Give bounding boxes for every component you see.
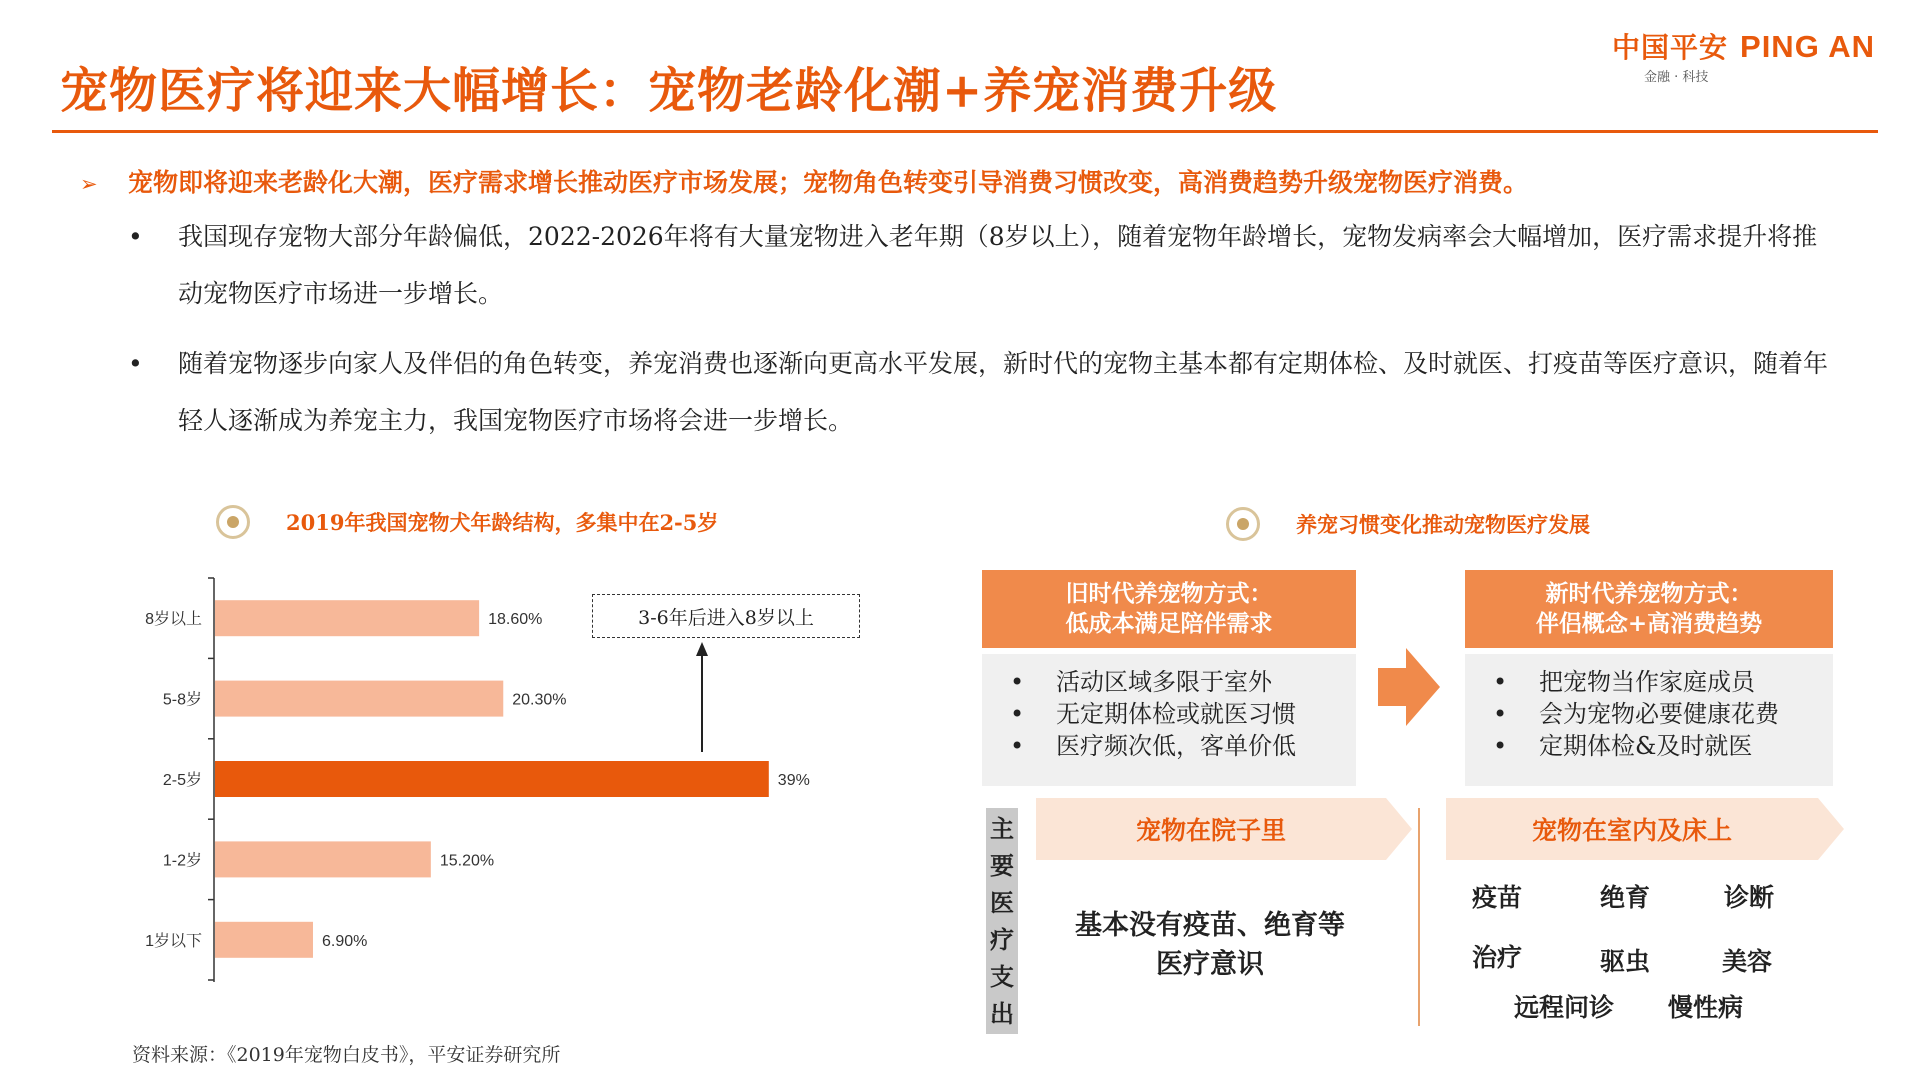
list-item: • 无定期体检或就医习惯 bbox=[1010, 700, 1296, 728]
logo-tagline: 金融 · 科技 bbox=[1644, 70, 1709, 85]
category-label: 1-2岁 bbox=[162, 852, 202, 870]
lead-statement bbox=[80, 163, 1900, 199]
bullet-text-2: 随着宠物逐步向家人及伴侣的角色转变，养宠消费也逐渐向更高水平发展，新时代的宠物主基本都有定期体检、及时就医、打疫苗等医疗意识，随着年轻人逐渐成为养宠主力，我国宠物医疗市场将会进一步增长。 bbox=[178, 349, 1829, 435]
source-note: 资料来源：《2019年宠物白皮书》，平安证券研究所 bbox=[132, 1044, 561, 1066]
spending-tag-grooming: 美容 bbox=[1722, 947, 1773, 976]
spending-tag-deworming: 驱虫 bbox=[1600, 947, 1651, 976]
target-ring-icon bbox=[1226, 507, 1260, 541]
category-label: 5-8岁 bbox=[162, 691, 202, 709]
new-era-title-line1: 新时代养宠物方式： bbox=[1545, 580, 1753, 607]
bar-4 bbox=[215, 922, 313, 958]
bullet-item-2 bbox=[128, 335, 1828, 449]
spending-tag-diagnosis: 诊断 bbox=[1724, 883, 1775, 912]
category-label: 2-5岁 bbox=[162, 772, 202, 789]
spending-tag-sterilization: 绝育 bbox=[1600, 883, 1651, 912]
annotation-arrow-head-icon bbox=[696, 642, 708, 656]
list-item: • 把宠物当作家庭成员 bbox=[1493, 668, 1755, 696]
list-item: • 会为宠物必要健康花费 bbox=[1493, 700, 1779, 728]
bar-3 bbox=[215, 841, 431, 877]
old-medical-awareness-text: 基本没有疫苗、绝育等 医疗意识 bbox=[1075, 910, 1345, 980]
new-era-card-header bbox=[1465, 570, 1833, 648]
bullet-dot-icon: • bbox=[128, 349, 143, 378]
old-era-title-line1: 旧时代养宠物方式： bbox=[1065, 580, 1273, 607]
spending-tag-treatment: 治疗 bbox=[1472, 943, 1523, 972]
bar-2 bbox=[215, 761, 769, 797]
arrow-bullet-icon: ➢ bbox=[80, 172, 98, 196]
value-label: 6.90% bbox=[321, 932, 368, 950]
new-era-card-body bbox=[1465, 654, 1833, 786]
category-label: 8岁以上 bbox=[145, 611, 202, 629]
old-banner-label: 宠物在院子里 bbox=[1135, 816, 1286, 845]
logo-english: PING AN bbox=[1740, 29, 1876, 64]
category-label: 1岁以下 bbox=[145, 932, 202, 950]
value-label: 18.60% bbox=[488, 611, 543, 629]
logo-chinese: 中国平安 bbox=[1612, 31, 1729, 64]
old-era-title-line2: 低成本满足陪伴需求 bbox=[1065, 610, 1273, 637]
bullet-dot-icon: • bbox=[128, 222, 143, 251]
list-item: • 定期体检&及时就医 bbox=[1493, 732, 1753, 760]
old-era-card-header bbox=[982, 570, 1356, 648]
right-arrow-icon bbox=[1378, 648, 1440, 726]
chart-section-title: 2019年我国宠物犬年龄结构，多集中在2-5岁 bbox=[286, 510, 719, 535]
main-medical-spending-label: 主 要 医 疗 支 出 bbox=[986, 808, 1018, 1034]
chart-section-heading bbox=[216, 505, 718, 539]
value-label: 20.30% bbox=[512, 691, 567, 709]
title-divider bbox=[52, 130, 1878, 133]
old-era-card-body bbox=[982, 654, 1356, 786]
value-label: 15.20% bbox=[439, 852, 495, 870]
target-ring-icon bbox=[216, 505, 250, 539]
page-title: 宠物医疗将迎来大幅增长：宠物老龄化潮+养宠消费升级 bbox=[60, 63, 1278, 119]
value-label: 39% bbox=[777, 772, 810, 789]
new-banner-label: 宠物在室内及床上 bbox=[1531, 816, 1732, 845]
annotation-box: 3-6年后进入8岁以上 bbox=[592, 594, 860, 638]
ping-an-logo bbox=[1612, 26, 1908, 85]
lead-text: 宠物即将迎来老龄化大潮，医疗需求增长推动医疗市场发展；宠物角色转变引导消费习惯改变，高消费趋势升级宠物医疗消费。 bbox=[128, 168, 1529, 197]
list-item: • 医疗频次低，客单价低 bbox=[1010, 732, 1296, 760]
spending-tag-telemedicine: 远程问诊 bbox=[1514, 993, 1615, 1022]
bullet-text-1: 我国现存宠物大部分年龄偏低，2022-2026年将有大量宠物进入老年期（8岁以上），随着宠物年龄增长，宠物发病率会大幅增加，医疗需求提升将推动宠物医疗市场进一步增长。 bbox=[178, 222, 1818, 308]
new-era-title-line2: 伴侣概念+高消费趋势 bbox=[1535, 610, 1763, 637]
spending-tag-chronic-disease: 慢性病 bbox=[1668, 993, 1744, 1022]
list-item: • 活动区域多限于室外 bbox=[1010, 668, 1272, 696]
habits-section-title: 养宠习惯变化推动宠物医疗发展 bbox=[1296, 512, 1590, 537]
spending-tag-vaccine: 疫苗 bbox=[1472, 883, 1523, 912]
bullet-item-1 bbox=[128, 208, 1828, 322]
habits-section-heading bbox=[1226, 507, 1590, 541]
column-divider bbox=[1418, 808, 1420, 1026]
bar-1 bbox=[215, 681, 503, 717]
bar-0 bbox=[215, 600, 479, 636]
